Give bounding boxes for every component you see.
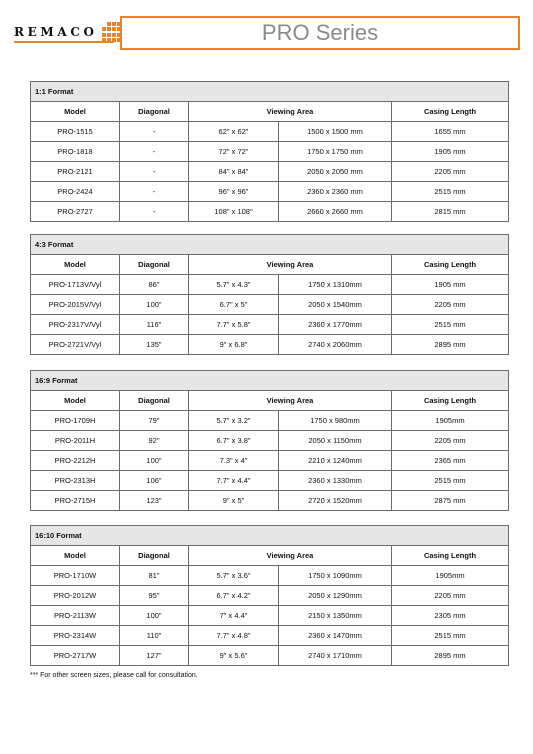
model-cell: PRO-2212H bbox=[31, 451, 120, 471]
viewing-area-mm-cell: 2660 x 2660 mm bbox=[279, 202, 392, 222]
casing-length-cell: 1905mm bbox=[392, 566, 509, 586]
model-cell: PRO-2424 bbox=[31, 182, 120, 202]
diagonal-cell: 100" bbox=[120, 606, 189, 626]
model-cell: PRO-2012W bbox=[31, 586, 120, 606]
viewing-area-inches-cell: 6.7" x 4.2" bbox=[189, 586, 279, 606]
column-header-diagonal: Diagonal bbox=[120, 391, 189, 411]
diagonal-cell: 110" bbox=[120, 626, 189, 646]
diagonal-cell: - bbox=[120, 142, 189, 162]
diagonal-cell: - bbox=[120, 182, 189, 202]
table-row bbox=[31, 451, 509, 471]
column-header-casing-length: Casing Length bbox=[392, 391, 509, 411]
viewing-area-inches-cell: 7" x 4.4" bbox=[189, 606, 279, 626]
column-header-viewing-area: Viewing Area bbox=[189, 546, 392, 566]
model-cell: PRO-2313H bbox=[31, 471, 120, 491]
casing-length-cell: 2205 mm bbox=[392, 162, 509, 182]
column-header-viewing-area: Viewing Area bbox=[189, 255, 392, 275]
diagonal-cell: 127" bbox=[120, 646, 189, 666]
casing-length-cell: 2515 mm bbox=[392, 626, 509, 646]
spec-table bbox=[30, 370, 509, 511]
viewing-area-mm-cell: 1750 x 980mm bbox=[279, 411, 392, 431]
viewing-area-mm-cell: 2360 x 1330mm bbox=[279, 471, 392, 491]
diagonal-cell: 81" bbox=[120, 566, 189, 586]
footnote: *** For other screen sizes, please call for consultation. bbox=[30, 672, 198, 679]
diagonal-cell: 79" bbox=[120, 411, 189, 431]
viewing-area-inches-cell: 7.7" x 4.8" bbox=[189, 626, 279, 646]
format-section-16-9 bbox=[30, 370, 508, 511]
format-title: 4:3 Format bbox=[31, 235, 509, 255]
page-title: PRO Series bbox=[261, 20, 379, 45]
format-title: 16:10 Format bbox=[31, 526, 509, 546]
viewing-area-mm-cell: 2720 x 1520mm bbox=[279, 491, 392, 511]
casing-length-cell: 2365 mm bbox=[392, 451, 509, 471]
spec-table bbox=[30, 81, 509, 222]
casing-length-cell: 2515 mm bbox=[392, 182, 509, 202]
diagonal-cell: 135" bbox=[120, 335, 189, 355]
table-row bbox=[31, 626, 509, 646]
casing-length-cell: 1655 mm bbox=[392, 122, 509, 142]
viewing-area-mm-cell: 1750 x 1090mm bbox=[279, 566, 392, 586]
logo-underline bbox=[14, 41, 114, 43]
diagonal-cell: 95" bbox=[120, 586, 189, 606]
remaco-logo bbox=[14, 22, 118, 52]
table-row bbox=[31, 275, 509, 295]
casing-length-cell: 2895 mm bbox=[392, 646, 509, 666]
diagonal-cell: 123" bbox=[120, 491, 189, 511]
table-row bbox=[31, 606, 509, 626]
casing-length-cell: 2205 mm bbox=[392, 586, 509, 606]
page-header bbox=[0, 0, 533, 60]
casing-length-cell: 1905mm bbox=[392, 411, 509, 431]
model-cell: PRO-1710W bbox=[31, 566, 120, 586]
model-cell: PRO-1818 bbox=[31, 142, 120, 162]
model-cell: PRO-2727 bbox=[31, 202, 120, 222]
column-header-diagonal: Diagonal bbox=[120, 546, 189, 566]
table-row bbox=[31, 411, 509, 431]
casing-length-cell: 2815 mm bbox=[392, 202, 509, 222]
viewing-area-mm-cell: 2050 x 1290mm bbox=[279, 586, 392, 606]
viewing-area-mm-cell: 1500 x 1500 mm bbox=[279, 122, 392, 142]
model-cell: PRO-2121 bbox=[31, 162, 120, 182]
table-row bbox=[31, 335, 509, 355]
viewing-area-inches-cell: 6.7" x 5" bbox=[189, 295, 279, 315]
viewing-area-mm-cell: 2360 x 1470mm bbox=[279, 626, 392, 646]
casing-length-cell: 1905 mm bbox=[392, 142, 509, 162]
viewing-area-inches-cell: 108" x 108" bbox=[189, 202, 279, 222]
table-row bbox=[31, 646, 509, 666]
model-cell: PRO-2715H bbox=[31, 491, 120, 511]
viewing-area-inches-cell: 9" x 6.8" bbox=[189, 335, 279, 355]
table-row bbox=[31, 162, 509, 182]
viewing-area-mm-cell: 1750 x 1750 mm bbox=[279, 142, 392, 162]
spec-table bbox=[30, 525, 509, 666]
diagonal-cell: - bbox=[120, 122, 189, 142]
model-cell: PRO-1515 bbox=[31, 122, 120, 142]
table-row bbox=[31, 566, 509, 586]
diagonal-cell: 100" bbox=[120, 295, 189, 315]
viewing-area-inches-cell: 9" x 5" bbox=[189, 491, 279, 511]
viewing-area-mm-cell: 2360 x 2360 mm bbox=[279, 182, 392, 202]
column-header-casing-length: Casing Length bbox=[392, 546, 509, 566]
table-row bbox=[31, 202, 509, 222]
format-title: 1:1 Format bbox=[31, 82, 509, 102]
table-row bbox=[31, 491, 509, 511]
viewing-area-mm-cell: 2050 x 1150mm bbox=[279, 431, 392, 451]
viewing-area-mm-cell: 2150 x 1350mm bbox=[279, 606, 392, 626]
viewing-area-mm-cell: 2210 x 1240mm bbox=[279, 451, 392, 471]
column-header-diagonal: Diagonal bbox=[120, 255, 189, 275]
diagonal-cell: 116" bbox=[120, 315, 189, 335]
table-row bbox=[31, 471, 509, 491]
column-header-model: Model bbox=[31, 546, 120, 566]
column-header-model: Model bbox=[31, 102, 120, 122]
casing-length-cell: 2205 mm bbox=[392, 295, 509, 315]
viewing-area-inches-cell: 6.7" x 3.8" bbox=[189, 431, 279, 451]
viewing-area-inches-cell: 84" x 84" bbox=[189, 162, 279, 182]
viewing-area-inches-cell: 7.7" x 4.4" bbox=[189, 471, 279, 491]
diagonal-cell: 86" bbox=[120, 275, 189, 295]
column-header-diagonal: Diagonal bbox=[120, 102, 189, 122]
diagonal-cell: 100" bbox=[120, 451, 189, 471]
column-header-viewing-area: Viewing Area bbox=[189, 391, 392, 411]
column-header-model: Model bbox=[31, 255, 120, 275]
model-cell: PRO-2314W bbox=[31, 626, 120, 646]
viewing-area-inches-cell: 5.7" x 4.3" bbox=[189, 275, 279, 295]
viewing-area-inches-cell: 72" x 72" bbox=[189, 142, 279, 162]
viewing-area-inches-cell: 9" x 5.6" bbox=[189, 646, 279, 666]
table-row bbox=[31, 295, 509, 315]
column-header-viewing-area: Viewing Area bbox=[189, 102, 392, 122]
model-cell: PRO-2317V/Vyl bbox=[31, 315, 120, 335]
series-title-box bbox=[120, 16, 520, 50]
spec-table bbox=[30, 234, 509, 355]
viewing-area-mm-cell: 2050 x 1540mm bbox=[279, 295, 392, 315]
casing-length-cell: 2875 mm bbox=[392, 491, 509, 511]
model-cell: PRO-2721V/Vyl bbox=[31, 335, 120, 355]
viewing-area-inches-cell: 5.7" x 3.2" bbox=[189, 411, 279, 431]
column-header-casing-length: Casing Length bbox=[392, 102, 509, 122]
viewing-area-mm-cell: 2360 x 1770mm bbox=[279, 315, 392, 335]
logo-grid-icon bbox=[102, 22, 122, 42]
casing-length-cell: 2305 mm bbox=[392, 606, 509, 626]
casing-length-cell: 2515 mm bbox=[392, 471, 509, 491]
viewing-area-inches-cell: 5.7" x 3.6" bbox=[189, 566, 279, 586]
model-cell: PRO-2113W bbox=[31, 606, 120, 626]
viewing-area-inches-cell: 7.3" x 4" bbox=[189, 451, 279, 471]
viewing-area-mm-cell: 1750 x 1310mm bbox=[279, 275, 392, 295]
table-row bbox=[31, 431, 509, 451]
model-cell: PRO-2015V/Vyl bbox=[31, 295, 120, 315]
table-row bbox=[31, 315, 509, 335]
column-header-casing-length: Casing Length bbox=[392, 255, 509, 275]
casing-length-cell: 2895 mm bbox=[392, 335, 509, 355]
table-row bbox=[31, 142, 509, 162]
format-section-1-1 bbox=[30, 81, 508, 222]
format-section-16-10 bbox=[30, 525, 508, 666]
casing-length-cell: 2515 mm bbox=[392, 315, 509, 335]
logo-wordmark: R E M A C O bbox=[14, 25, 94, 39]
diagonal-cell: - bbox=[120, 162, 189, 182]
diagonal-cell: - bbox=[120, 202, 189, 222]
viewing-area-inches-cell: 62" x 62" bbox=[189, 122, 279, 142]
format-section-4-3 bbox=[30, 234, 508, 355]
model-cell: PRO-1713V/Vyl bbox=[31, 275, 120, 295]
format-title: 16:9 Format bbox=[31, 371, 509, 391]
viewing-area-inches-cell: 7.7" x 5.8" bbox=[189, 315, 279, 335]
viewing-area-mm-cell: 2740 x 2060mm bbox=[279, 335, 392, 355]
model-cell: PRO-1709H bbox=[31, 411, 120, 431]
model-cell: PRO-2011H bbox=[31, 431, 120, 451]
column-header-model: Model bbox=[31, 391, 120, 411]
diagonal-cell: 92" bbox=[120, 431, 189, 451]
table-row bbox=[31, 122, 509, 142]
table-row bbox=[31, 586, 509, 606]
viewing-area-inches-cell: 96" x 96" bbox=[189, 182, 279, 202]
casing-length-cell: 1905 mm bbox=[392, 275, 509, 295]
viewing-area-mm-cell: 2050 x 2050 mm bbox=[279, 162, 392, 182]
table-row bbox=[31, 182, 509, 202]
model-cell: PRO-2717W bbox=[31, 646, 120, 666]
viewing-area-mm-cell: 2740 x 1710mm bbox=[279, 646, 392, 666]
diagonal-cell: 106" bbox=[120, 471, 189, 491]
casing-length-cell: 2205 mm bbox=[392, 431, 509, 451]
